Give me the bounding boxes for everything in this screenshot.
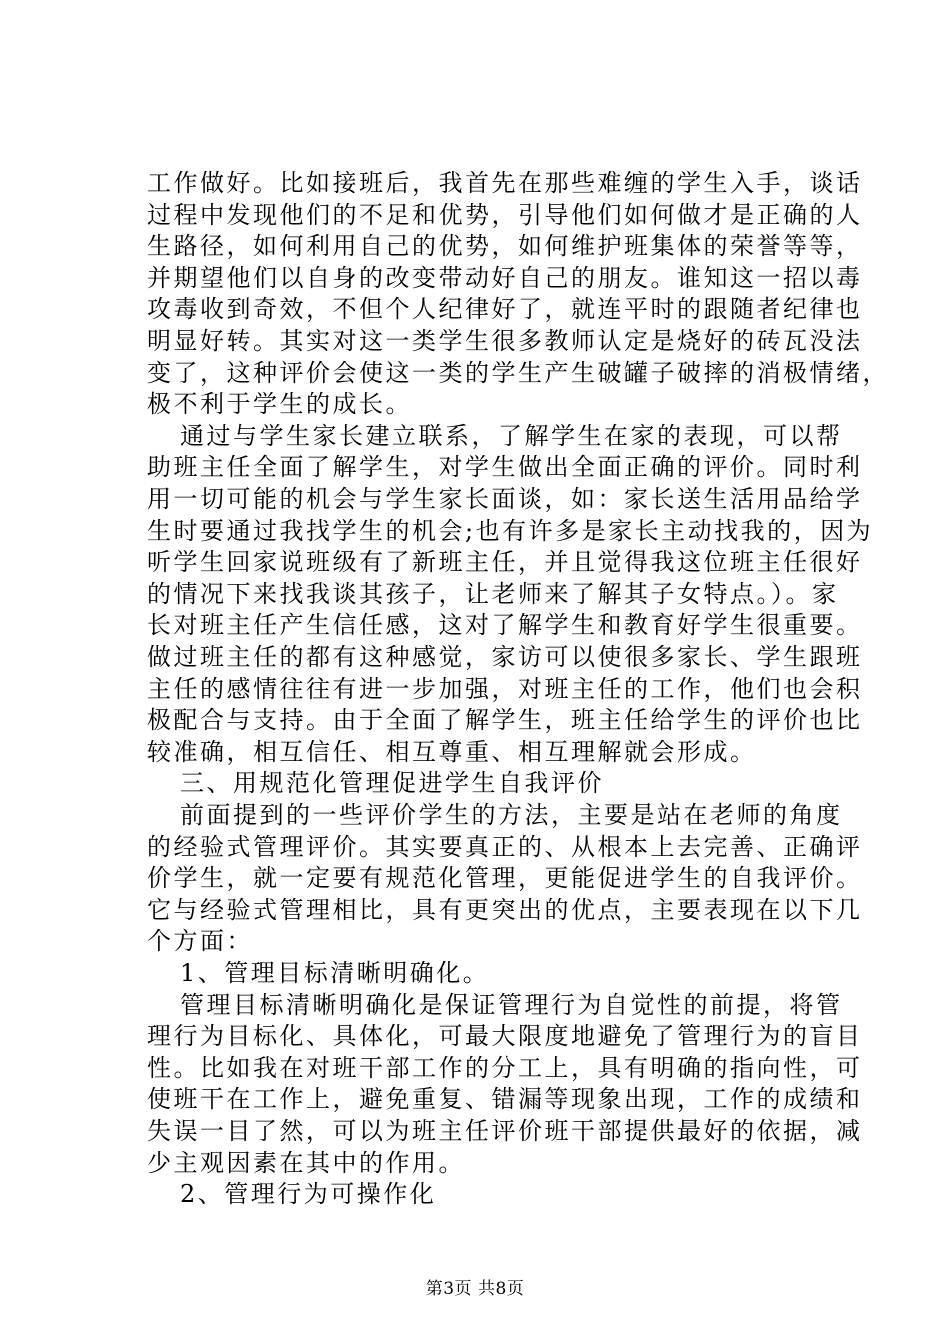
body-text-line: 极配合与支持。由于全面了解学生，班主任给学生的评价也比 (147, 706, 863, 735)
paragraph-first-line: 前面提到的一些评价学生的方法，主要是站在老师的角度 (180, 801, 843, 829)
paragraph-first-line: 通过与学生家长建立联系，了解学生在家的表现，可以帮 (180, 421, 843, 450)
body-text-line: 理行为目标化、具体化，可最大限度地避免了管理行为的盲目 (147, 1022, 863, 1051)
body-text-line: 较准确，相互信任、相互尊重、相互理解就会形成。 (147, 737, 757, 766)
body-text-line: 个方面： (147, 927, 253, 956)
body-text-line: 长对班主任产生信任感，这对了解学生和教育好学生很重要。 (147, 611, 863, 640)
body-text-line: 的经验式管理评价。其实要真正的、从根本上去完善、正确评 (147, 832, 863, 861)
body-text-line: 极不利于学生的成长。 (147, 390, 412, 419)
body-text-line: 2、管理行为可操作化 (180, 1180, 437, 1209)
body-text-line: 用一切可能的机会与学生家长面谈，如：家长送生活用品给学 (147, 485, 863, 513)
body-text-line: 少主观因素在其中的作用。 (147, 1148, 465, 1177)
body-text-line: 生路径，如何利用自己的优势，如何维护班集体的荣誉等等， (147, 232, 863, 261)
body-text-line: 明显好转。其实对这一类学生很多教师认定是烧好的砖瓦没法 (147, 327, 863, 355)
body-text-line: 做过班主任的都有这种感觉，家访可以使很多家长、学生跟班 (147, 643, 863, 671)
body-text-line: 失误一目了然，可以为班主任评价班干部提供最好的依据，减 (147, 1117, 863, 1145)
body-text-line: 听学生回家说班级有了新班主任，并且觉得我这位班主任很好 (147, 548, 863, 577)
body-text-line: 性。比如我在对班干部工作的分工上，具有明确的指向性，可 (147, 1053, 863, 1082)
body-text-line: 的情况下来找我谈其孩子，让老师来了解其子女特点。）。家 (147, 579, 839, 608)
body-text-line: 主任的感情往往有进一步加强，对班主任的工作，他们也会积 (147, 674, 863, 703)
body-text-line: 生时要通过我找学生的机会;也有许多是家长主动找我的，因为 (147, 516, 874, 545)
body-text-line: 使班干在工作上，避免重复、错漏等现象出现，工作的成绩和 (147, 1085, 863, 1114)
body-text-line: 它与经验式管理相比，具有更突出的优点，主要表现在以下几 (147, 895, 863, 924)
section-heading: 三、用规范化管理促进学生自我评价 (180, 769, 604, 798)
body-text-line: 并期望他们以自身的改变带动好自己的朋友。谁知这一招以毒 (147, 263, 863, 292)
body-text-line: 变了，这种评价会使这一类的学生产生破罐子破摔的消极情绪， (147, 358, 889, 387)
subsection-heading: 1、管理目标清晰明确化。 (180, 959, 490, 987)
body-text-line: 工作做好。比如接班后，我首先在那些难缠的学生入手，谈话 (147, 169, 863, 197)
body-text-line: 过程中发现他们的不足和优势，引导他们如何做才是正确的人 (147, 200, 863, 229)
body-text-line: 攻毒收到奇效，不但个人纪律好了，就连平时的跟随者纪律也 (147, 295, 863, 324)
body-text-line: 价学生，就一定要有规范化管理，更能促进学生的自我评价。 (147, 864, 863, 893)
page-number-footer: 第3页 共8页 (425, 1279, 525, 1299)
body-text-line: 助班主任全面了解学生，对学生做出全面正确的评价。同时利 (147, 453, 863, 482)
paragraph-first-line: 管理目标清晰明确化是保证管理行为自觉性的前提，将管 (180, 990, 843, 1019)
